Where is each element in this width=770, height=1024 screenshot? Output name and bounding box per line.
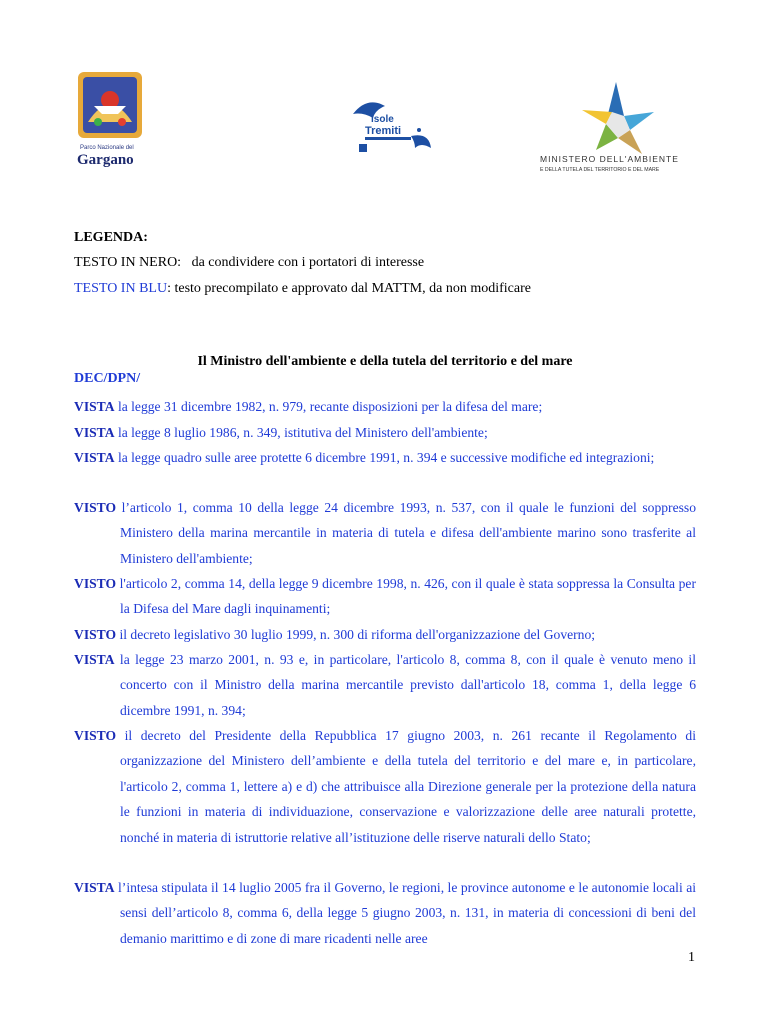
considerata-paragraph	[74, 622, 696, 647]
svg-text:Tremiti: Tremiti	[365, 125, 402, 137]
considerata-keyword: VISTO	[74, 627, 117, 642]
considerata-paragraph	[74, 420, 696, 445]
considerata-text: la legge 31 dicembre 1982, n. 979, recante disposizioni per la difesa del mare;	[114, 399, 543, 414]
svg-text:Parco Nazionale del: Parco Nazionale del	[80, 145, 134, 151]
considerata-text: la legge 8 luglio 1986, n. 349, istitutiva del Ministero dell'ambiente;	[114, 425, 488, 440]
page-number: 1	[688, 950, 695, 965]
considerata-keyword: VISTA	[74, 399, 115, 414]
legend-blue-desc: : testo precompilato e approvato dal MATTM, da non modificare	[167, 281, 531, 296]
legend-black-label: TESTO IN NERO:	[74, 255, 182, 270]
svg-text:isole: isole	[371, 114, 394, 125]
considerata-keyword: VISTA	[74, 450, 115, 465]
considerata-text: l’articolo 1, comma 10 della legge 24 dicembre 1993, n. 537, con il quale le funzioni del soppresso Ministero della marina mercantile in materia di tutela e difesa dell'ambiente marino sono trasferite al Ministero dell'ambiente;	[116, 500, 696, 566]
svg-text:MINISTERO DELL'AMBIENTE: MINISTERO DELL'AMBIENTE	[540, 154, 679, 164]
reference-code: DEC/DPN/	[74, 371, 141, 386]
considerata-paragraph	[74, 445, 696, 470]
considerata-paragraph	[74, 647, 696, 723]
considerata-keyword: VISTO	[74, 728, 117, 743]
svg-text:Gargano: Gargano	[77, 152, 134, 168]
legend-black-desc: da condividere con i portatori di interesse	[191, 255, 425, 270]
considerata-paragraph	[74, 495, 696, 571]
considerata-paragraph	[74, 875, 696, 951]
considerata-keyword: VISTA	[74, 425, 115, 440]
ministero-ambiente-logo	[538, 78, 698, 174]
considerata-keyword: VISTA	[74, 880, 115, 895]
isole-tremiti-logo	[345, 92, 435, 162]
legend-black-line	[74, 255, 424, 271]
considerata-paragraph	[74, 394, 696, 419]
legend-blue-line	[74, 281, 531, 297]
considerata-keyword: VISTA	[74, 652, 115, 667]
considerata-text: l’intesa stipulata il 14 luglio 2005 fra il Governo, le regioni, le province autonome e le autonomie locali ai sensi dell’articolo 8, comma 6, della legge 5 giugno 2003, n. 131, in materia di concessioni di beni del demanio marittimo e di zone di mare ricadenti nelle aree	[114, 880, 696, 946]
considerata-keyword: VISTO	[74, 576, 117, 591]
parco-gargano-logo	[74, 70, 154, 170]
considerata-paragraph	[74, 723, 696, 850]
considerata-paragraph	[74, 571, 696, 622]
considerata-text: l'articolo 2, comma 14, della legge 9 dicembre 1998, n. 426, con il quale è stata soppressa la Consulta per la Difesa del Mare dagli inquinamenti;	[116, 576, 696, 617]
considerata-text: il decreto legislativo 30 luglio 1999, n. 300 di riforma dell'organizzazione del Governo;	[116, 627, 596, 642]
considerata-keyword: VISTO	[74, 500, 117, 515]
considerata-text: la legge 23 marzo 2001, n. 93 e, in particolare, l'articolo 8, comma 8, con il quale è venuto meno il concerto con il Ministro della marina mercantile previsto dall'articolo 18, comma 1, della legge 6 dicembre 1991, n. 394;	[114, 652, 696, 718]
considerata-text: il decreto del Presidente della Repubblica 17 giugno 2003, n. 261 recante il Regolamento di organizzazione del Ministero dell’ambiente e della tutela del territorio e del mare e, in particolare, l'articolo 2, comma 1, lettere a) e d) che attribuisce alla Direzione generale per la protezione della natura le funzioni in materia di individuazione, conservazione e valorizzazione delle aree naturali protette, nonché in materia di istruttorie relative all’istituzione delle riserve naturali dello Stato;	[116, 728, 696, 845]
considerata-text: la legge quadro sulle aree protette 6 dicembre 1991, n. 394 e successive modifiche ed integrazioni;	[114, 450, 655, 465]
legend-blue-label: TESTO IN BLU	[74, 281, 168, 296]
legend-title: LEGENDA:	[74, 230, 148, 245]
document-title: Il Ministro dell'ambiente e della tutela del territorio e del mare	[197, 354, 573, 369]
svg-text:E DELLA TUTELA DEL TERRITORIO: E DELLA TUTELA DEL TERRITORIO E DEL MARE	[540, 167, 660, 173]
